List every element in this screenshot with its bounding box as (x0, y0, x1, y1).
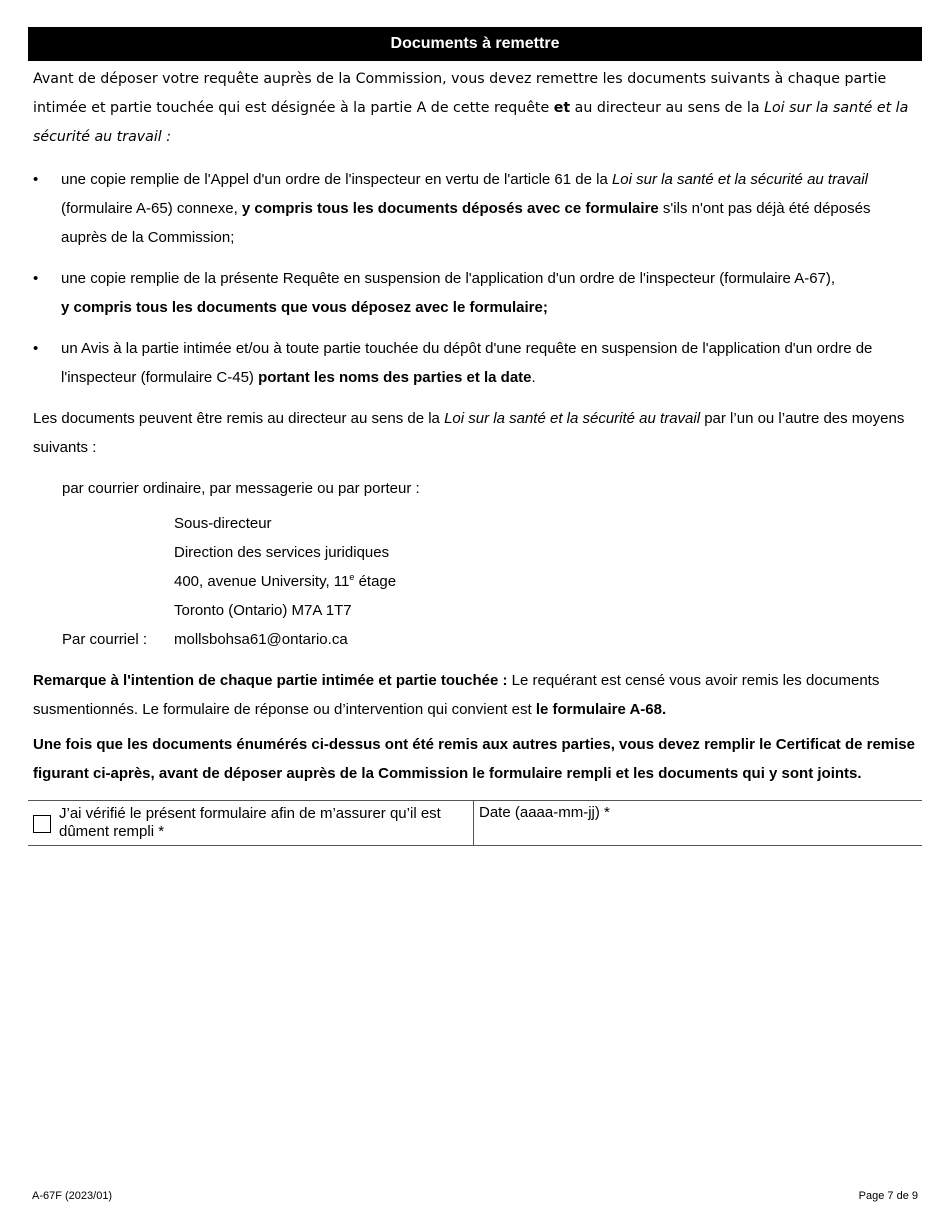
remark-form-name: le formulaire A-68. (535, 701, 667, 718)
mailing-address (28, 509, 922, 654)
address-sup: e (349, 572, 355, 582)
section-header (28, 27, 922, 61)
intro-bold-et: et (553, 100, 571, 116)
delivery-means-paragraph (28, 404, 922, 462)
bullet-dot: • (33, 171, 39, 188)
means-text-2: par l’un ou l’autre des moyens suivants : (33, 410, 905, 456)
bullet-1-text-2: (formulaire A-65) connexe, (61, 200, 242, 217)
address-floor: étage (354, 573, 397, 590)
date-field[interactable] (474, 801, 922, 845)
intro-law-title: Loi sur la santé et la sécurité au travail : (33, 100, 909, 145)
bullet-3-text-2: . (531, 369, 536, 386)
bullet-2-bold: y compris tous les documents que vous déposez avec le formulaire; (61, 299, 548, 316)
bullet-item (28, 334, 922, 392)
date-label: Date (aaaa-mm-jj) * (479, 804, 610, 821)
remark-paragraph (28, 666, 922, 724)
final-note-text: Une fois que les documents énumérés ci-dessus ont été remis aux autres parties, vous devez remplir le Certificat de remise figurant ci-après, avant de déposer auprès de la Commission le formulaire rempli et les documents qui y sont joints. (33, 736, 915, 782)
form-code: A-67F (2023/01) (32, 1190, 113, 1202)
bullet-item (28, 165, 922, 252)
intro-text-1: Avant de déposer votre requête auprès de la Commission, vous devez remettre les documents suivants à chaque partie intimée et partie touchée qui est désignée à la partie A de cette requête (33, 71, 887, 116)
bullet-3-text-1: un Avis à la partie intimée et/ou à toute partie touchée du dépôt d'une requête en suspension de l'application d'un ordre de l'inspecteur (formulaire C-45) (61, 340, 873, 386)
bullet-dot: • (33, 270, 39, 287)
email-row (28, 625, 922, 654)
address-line: Sous-directeur (174, 515, 272, 532)
bullet-item (28, 264, 922, 322)
intro-text-2: au directeur au sens de la (570, 100, 765, 116)
bullet-1-text-3: s'ils n'ont pas déjà été déposés auprès de la Commission; (61, 200, 871, 246)
address-street: 400, avenue University, 11 (174, 573, 350, 590)
address-line: Toronto (Ontario) M7A 1T7 (174, 602, 352, 619)
mail-label: par courrier ordinaire, par messagerie ou par porteur : (62, 480, 420, 497)
bullet-1-law-title: Loi sur la santé et la sécurité au travail (611, 171, 868, 188)
email-label: Par courriel : (62, 631, 148, 648)
verification-cell (28, 801, 474, 845)
bullet-2-text-1: une copie remplie de la présente Requête en suspension de l'application d'un ordre de l'inspecteur (formulaire A-67), (61, 270, 836, 287)
address-line: Direction des services juridiques (174, 544, 390, 561)
verification-checkbox[interactable] (33, 815, 51, 833)
remark-text: Le requérant est censé vous avoir remis les documents susmentionnés. Le formulaire de réponse ou d’intervention qui convient est (33, 672, 880, 718)
page-number: Page 7 de 9 (858, 1190, 918, 1202)
bullet-3-bold: portant les noms des parties et la date (258, 369, 532, 386)
means-law-title: Loi sur la santé et la sécurité au travail (444, 410, 701, 427)
email-address: mollsbohsa61@ontario.ca (174, 631, 348, 648)
final-note (28, 730, 922, 788)
address-line (28, 567, 922, 596)
means-text-1: Les documents peuvent être remis au directeur au sens de la (33, 410, 445, 427)
bullet-1-text-1: une copie remplie de l'Appel d'un ordre de l'inspecteur en vertu de l'article 61 de la (61, 171, 612, 188)
remark-bold: Remarque à l'intention de chaque partie intimée et partie touchée : (33, 672, 508, 689)
bullet-1-bold: y compris tous les documents déposés avec ce formulaire (241, 200, 659, 217)
section-title: Documents à remettre (390, 35, 560, 52)
bullet-dot: • (33, 340, 39, 357)
verification-table (28, 800, 922, 846)
form-page (28, 27, 922, 846)
verification-label: J’ai vérifié le présent formulaire afin de m’assurer qu’il est dûment rempli * (59, 805, 441, 840)
intro-paragraph (28, 65, 922, 152)
